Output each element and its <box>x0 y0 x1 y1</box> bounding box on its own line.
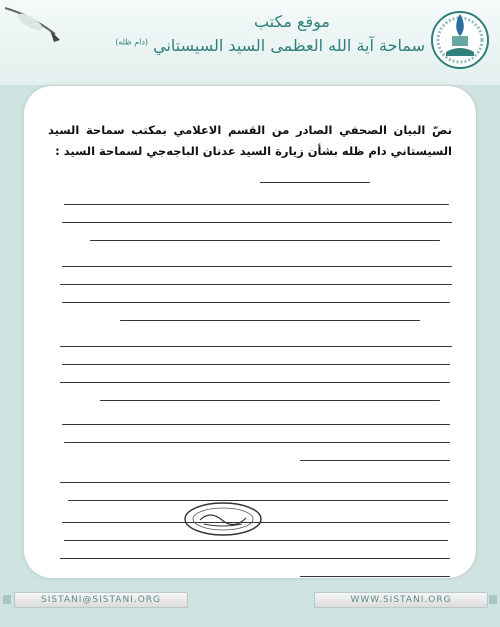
handwritten-line <box>62 222 452 223</box>
footer-website-link[interactable]: WWW.SISTANI.ORG <box>314 592 488 608</box>
handwritten-line <box>62 364 450 365</box>
signature-seal-icon <box>182 500 264 538</box>
handwritten-line <box>62 302 450 303</box>
handwritten-line <box>64 540 448 541</box>
site-label: موقع مكتب <box>253 12 330 31</box>
handwritten-line <box>260 182 370 183</box>
handwritten-line <box>60 482 450 483</box>
footer-right-ornament-icon <box>486 593 500 606</box>
site-title <box>65 36 425 55</box>
footer-left-ornament-icon <box>0 593 14 606</box>
handwritten-line <box>120 320 420 321</box>
site-title-text: سماحة آية الله العظمى السيد السيستاني <box>153 36 425 55</box>
handwritten-line <box>60 346 452 347</box>
handwritten-line <box>62 424 450 425</box>
handwritten-line <box>64 204 449 205</box>
handwritten-line <box>60 284 452 285</box>
title-suffix: (دام ظله) <box>115 37 149 47</box>
handwritten-letter <box>60 158 452 558</box>
footer-email-link[interactable]: SISTANI@SISTANI.ORG <box>14 592 188 608</box>
handwritten-line <box>90 240 440 241</box>
statement-intro: نصّ البيان الصحفي الصادر من القسم الاعلامي بمكتب سماحة السيد السيستاني دام ظله بشأن زيارة السيد عدنان الباجه‌جي لسماحة السيد : <box>48 123 452 158</box>
handwritten-line <box>300 460 450 461</box>
handwritten-line <box>100 400 440 401</box>
handwritten-line <box>60 558 450 559</box>
page-header <box>0 0 500 85</box>
quill-pen-icon <box>0 0 70 50</box>
handwritten-line <box>64 442 450 443</box>
handwritten-line <box>62 266 452 267</box>
handwritten-line <box>60 382 450 383</box>
handwritten-line <box>300 576 450 577</box>
site-logo-icon[interactable] <box>428 6 492 70</box>
